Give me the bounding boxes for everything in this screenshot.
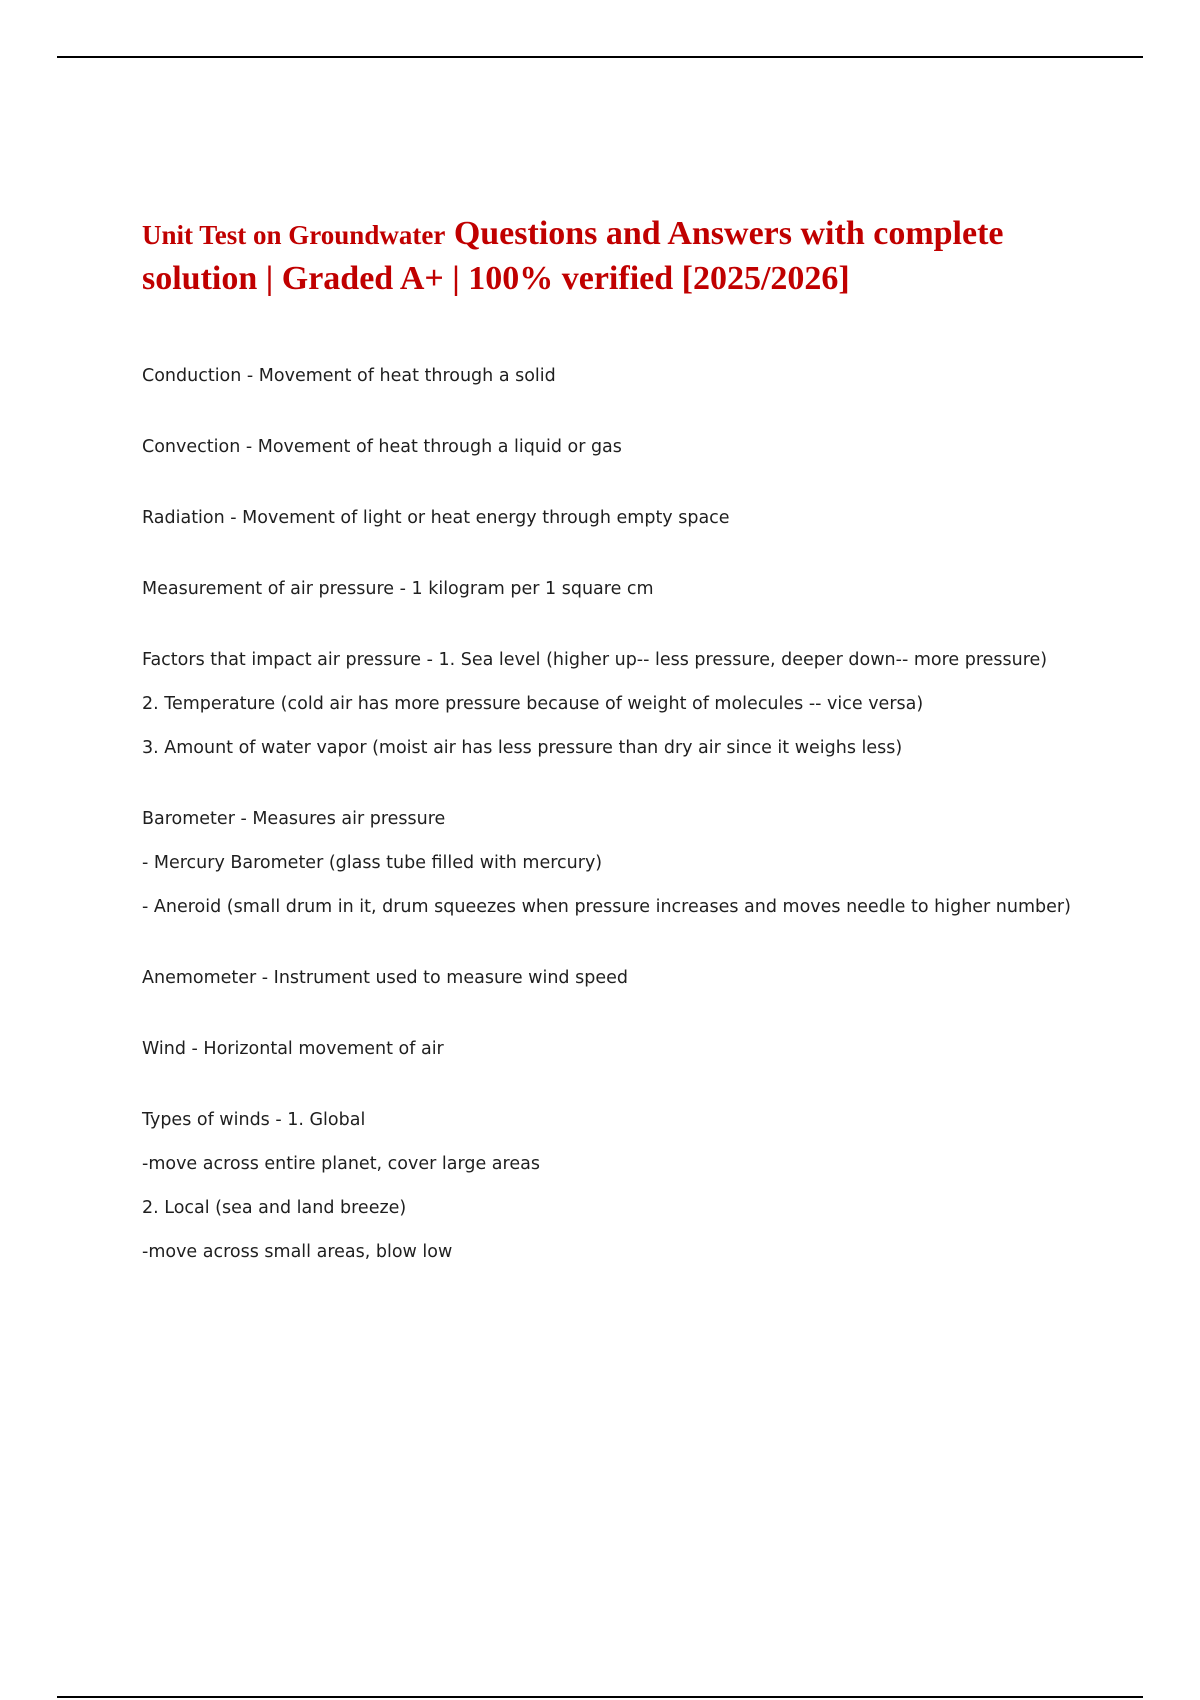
qa-entry bbox=[142, 965, 1102, 992]
qa-entry bbox=[142, 806, 1102, 921]
qa-term-line: Anemometer - Instrument used to measure wind speed bbox=[142, 968, 628, 988]
qa-term-line: Barometer - Measures air pressure bbox=[142, 809, 446, 829]
footer-rule bbox=[57, 1696, 1143, 1698]
qa-detail-line: 2. Temperature (cold air has more pressure because of weight of molecules -- vice versa) bbox=[142, 694, 924, 714]
title-part-2: Questions and Answers with complete solution | Graded A+ | 100% verified [2025/2026] bbox=[142, 215, 1004, 297]
qa-entry bbox=[142, 1107, 1102, 1266]
qa-term-line: Types of winds - 1. Global bbox=[142, 1110, 366, 1130]
qa-term-line: Convection - Movement of heat through a liquid or gas bbox=[142, 437, 622, 457]
qa-detail-line: - Mercury Barometer (glass tube filled with mercury) bbox=[142, 853, 603, 873]
qa-term-line: Radiation - Movement of light or heat energy through empty space bbox=[142, 508, 730, 528]
qa-term-line: Conduction - Movement of heat through a solid bbox=[142, 366, 556, 386]
qa-entry bbox=[142, 505, 1102, 532]
qa-term-line: Wind - Horizontal movement of air bbox=[142, 1039, 444, 1059]
qa-term-line: Factors that impact air pressure - 1. Sea level (higher up-- less pressure, deeper down-- more pressure) bbox=[142, 650, 1048, 670]
qa-entry bbox=[142, 1036, 1102, 1063]
qa-detail-line: -move across small areas, blow low bbox=[142, 1242, 453, 1262]
qa-detail-line: - Aneroid (small drum in it, drum squeezes when pressure increases and moves needle to higher number) bbox=[142, 897, 1071, 917]
title-part-1: Unit Test on Groundwater bbox=[142, 220, 446, 250]
qa-detail-line: -move across entire planet, cover large areas bbox=[142, 1154, 540, 1174]
qa-entry bbox=[142, 434, 1102, 461]
qa-detail-line: 3. Amount of water vapor (moist air has less pressure than dry air since it weighs less) bbox=[142, 738, 903, 758]
qa-entry bbox=[142, 363, 1102, 390]
header-rule bbox=[57, 56, 1143, 58]
qa-detail-line: 2. Local (sea and land breeze) bbox=[142, 1198, 407, 1218]
qa-list bbox=[142, 363, 1102, 1266]
qa-entry bbox=[142, 576, 1102, 603]
document-body bbox=[142, 212, 1102, 1310]
document-title bbox=[142, 212, 1102, 300]
qa-entry bbox=[142, 647, 1102, 762]
qa-term-line: Measurement of air pressure - 1 kilogram per 1 square cm bbox=[142, 579, 654, 599]
